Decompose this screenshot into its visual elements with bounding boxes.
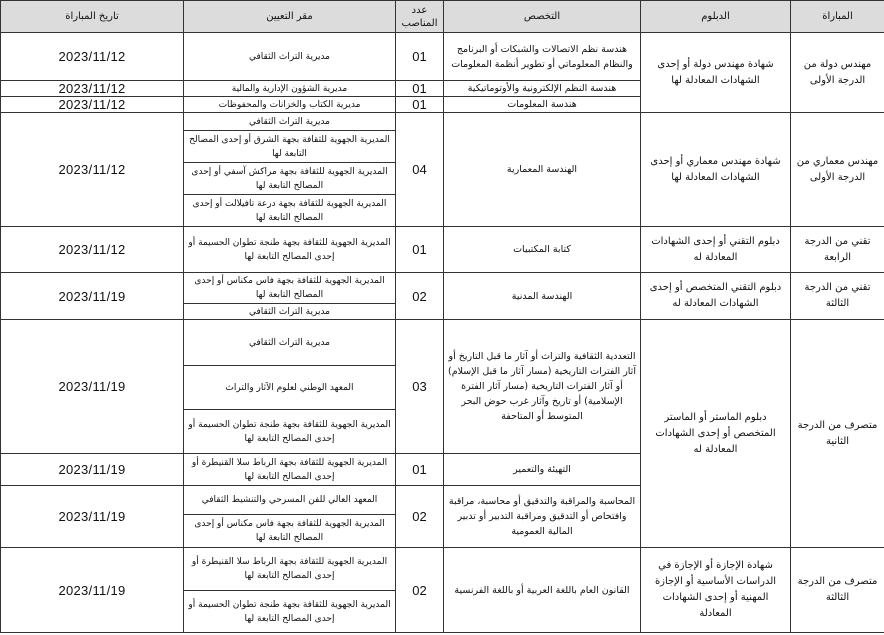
diploma-cell: شهادة مهندس دولة أو إحدى الشهادات المعادلة لها [641, 33, 791, 113]
grade-cell: تقني من الدرجة الرابعة [791, 227, 884, 273]
table-row [1, 548, 884, 591]
grade-cell: مهندس معماري من الدرجة الأولى [791, 113, 884, 227]
count-cell: 01 [396, 227, 444, 273]
count-cell: 03 [396, 320, 444, 454]
table-row [1, 320, 884, 366]
date-cell: 2023/11/12 [1, 81, 184, 97]
grade-cell: متصرف من الدرجة الثالثة [791, 548, 884, 633]
specialty-cell: التعددية الثقافية والتراث أو آثار ما قبل التاريخ أو آثار الفترات التاريخية (مسار آثار ما قبل الإسلام) أو آثار الفترات التاريخية (مسار آثار الفترة الإسلامية) أو تاريخ وآثار غرب حوض البحر المتوسط أو المتاحفة [444, 320, 641, 454]
header-specialty: التخصص [444, 1, 641, 33]
location-cell: مديرية الكتاب والخزانات والمحفوظات [184, 97, 396, 113]
location-cell: مديرية التراث الثقافي [184, 304, 396, 320]
specialty-cell: هندسة النظم الإلكترونية والأوتوماتيكية [444, 81, 641, 97]
specialty-cell: المحاسبة والمراقبة والتدقيق أو محاسبة، مراقبة وافتحاص أو التدقيق ومراقبة التدبير أو تدبير المالية العمومية [444, 486, 641, 548]
location-cell: المديرية الجهوية للثقافة بجهة الرباط سلا القنيطرة أو إحدى المصالح التابعة لها [184, 454, 396, 486]
location-cell: المديرية الجهوية للثقافة بجهة فاس مكناس أو إحدى المصالح التابعة لها [184, 273, 396, 304]
date-cell: 2023/11/12 [1, 97, 184, 113]
diploma-cell: دبلوم التقني المتخصص أو إحدى الشهادات المعادلة له [641, 273, 791, 320]
location-cell: مديرية التراث الثقافي [184, 33, 396, 81]
date-cell: 2023/11/19 [1, 454, 184, 486]
location-cell: المعهد العالي للفن المسرحي والتنشيط الثقافي [184, 486, 396, 515]
table-row [1, 227, 884, 273]
date-cell: 2023/11/19 [1, 486, 184, 548]
diploma-cell: دبلوم الماستر أو الماستر المتخصص أو إحدى الشهادات المعادلة له [641, 320, 791, 548]
location-cell: المديرية الجهوية للثقافة بجهة درعة تافيلالت أو إحدى المصالح التابعة لها [184, 195, 396, 227]
location-cell: مديرية التراث الثقافي [184, 320, 396, 366]
date-cell: 2023/11/19 [1, 548, 184, 633]
location-cell: المديرية الجهوية للثقافة بجهة الشرق أو إحدى المصالح التابعة لها [184, 131, 396, 163]
count-cell: 02 [396, 273, 444, 320]
grade-cell: مهندس دولة من الدرجة الأولى [791, 33, 884, 113]
location-cell: المديرية الجهوية للثقافة بجهة الرباط سلا القنيطرة أو إحدى المصالح التابعة لها [184, 548, 396, 591]
location-cell: المعهد الوطني لعلوم الآثار والتراث [184, 366, 396, 410]
location-cell: مديرية التراث الثقافي [184, 113, 396, 131]
count-cell: 02 [396, 486, 444, 548]
diploma-cell: شهادة الإجازة أو الإجازة في الدراسات الأساسية أو الإجازة المهنية أو إحدى الشهادات المعادلة [641, 548, 791, 633]
table-row [1, 113, 884, 131]
specialty-cell: القانون العام باللغة العربية أو باللغة الفرنسية [444, 548, 641, 633]
grade-cell: متصرف من الدرجة الثانية [791, 320, 884, 548]
date-cell: 2023/11/12 [1, 33, 184, 81]
location-cell: المديرية الجهوية للثقافة بجهة طنجة تطوان الحسيمة أو إحدى المصالح التابعة لها [184, 591, 396, 633]
count-cell: 01 [396, 454, 444, 486]
date-cell: 2023/11/12 [1, 227, 184, 273]
specialty-cell: هندسة المعلومات [444, 97, 641, 113]
date-cell: 2023/11/19 [1, 273, 184, 320]
location-cell: المديرية الجهوية للثقافة بجهة مراكش آسفي أو إحدى المصالح التابعة لها [184, 163, 396, 195]
specialty-cell: كتابة المكتبيات [444, 227, 641, 273]
header-count: عدد المناصب [396, 1, 444, 33]
date-cell: 2023/11/12 [1, 113, 184, 227]
diploma-cell: شهادة مهندس معماري أو إحدى الشهادات المعادلة لها [641, 113, 791, 227]
count-cell: 01 [396, 81, 444, 97]
count-cell: 01 [396, 97, 444, 113]
table-row [1, 33, 884, 81]
header-row [1, 1, 884, 33]
location-cell: المديرية الجهوية للثقافة بجهة طنجة تطوان الحسيمة أو إحدى المصالح التابعة لها [184, 410, 396, 454]
specialty-cell: الهندسة المعمارية [444, 113, 641, 227]
header-date: تاريخ المباراة [1, 1, 184, 33]
specialty-cell: التهيئة والتعمير [444, 454, 641, 486]
specialty-cell: هندسة نظم الاتصالات والشبكات أو البرنامج والنظام المعلوماتي أو تطوير أنظمة المعلومات [444, 33, 641, 81]
diploma-cell: دبلوم التقني أو إحدى الشهادات المعادلة له [641, 227, 791, 273]
header-grade: المباراة [791, 1, 884, 33]
count-cell: 02 [396, 548, 444, 633]
specialty-cell: الهندسة المدنية [444, 273, 641, 320]
header-location: مقر التعيين [184, 1, 396, 33]
location-cell: المديرية الجهوية للثقافة بجهة فاس مكناس أو إحدى المصالح التابعة لها [184, 515, 396, 548]
header-diploma: الدبلوم [641, 1, 791, 33]
grade-cell: تقني من الدرجة الثالثة [791, 273, 884, 320]
date-cell: 2023/11/19 [1, 320, 184, 454]
count-cell: 01 [396, 33, 444, 81]
count-cell: 04 [396, 113, 444, 227]
location-cell: مديرية الشؤون الإدارية والمالية [184, 81, 396, 97]
table-row [1, 273, 884, 304]
location-cell: المديرية الجهوية للثقافة بجهة طنجة تطوان الحسيمة أو إحدى المصالح التابعة لها [184, 227, 396, 273]
